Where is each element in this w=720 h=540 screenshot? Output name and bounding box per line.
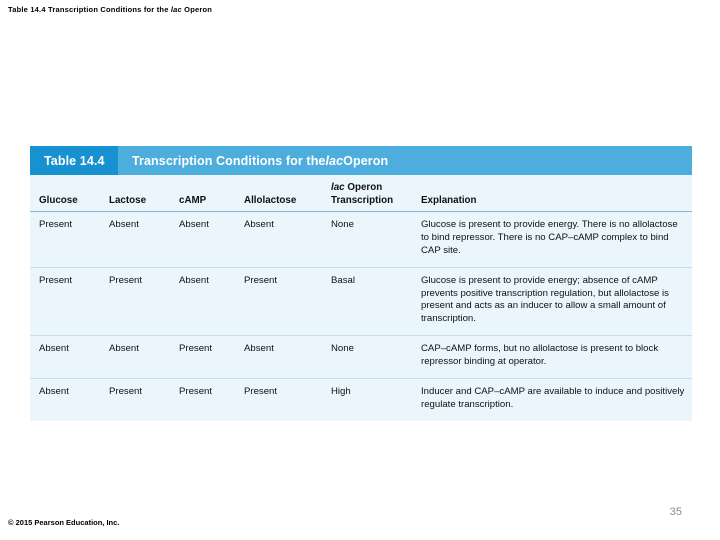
cell-explanation: Glucose is present to provide energy. There is no allolactose to bind repressor. There is no CAP–cAMP complex to bind CAP site. — [412, 212, 692, 268]
cell-glucose: Absent — [30, 336, 100, 379]
cell-lactose: Absent — [100, 212, 170, 268]
table-row — [30, 267, 692, 335]
cell-transcription: Basal — [322, 267, 412, 335]
cell-allolactose: Present — [244, 385, 278, 397]
cell-camp: Present — [170, 336, 235, 379]
cell-allolactose: Present — [235, 267, 322, 335]
table-caption-prefix: Transcription Conditions for the — [132, 153, 326, 168]
column-header-glucose: Glucose — [30, 175, 100, 212]
column-header-explanation: Explanation — [412, 175, 692, 212]
cell-explanation: Glucose is present to provide energy; absence of cAMP prevents positive transcription regulation, but allolactose is present and acts as an inducer to allow a small amount of transcription. — [412, 267, 692, 335]
table-caption — [118, 146, 692, 175]
cell-lactose: Absent — [100, 336, 170, 379]
cell-glucose: Present — [30, 212, 100, 268]
column-header-transcription-line1: Operon — [344, 182, 383, 193]
cell-camp: Present — [179, 385, 213, 397]
column-header-allolactose: Allolactose — [235, 175, 322, 212]
table-header-row — [30, 175, 692, 212]
cell-lactose: Present — [109, 385, 143, 397]
column-header-transcription-line2: Transcription — [331, 195, 394, 207]
cell-camp: Absent — [170, 212, 235, 268]
table-number-label: Table 14.4 — [30, 146, 118, 175]
table-row — [30, 336, 692, 379]
cell-transcription: None — [322, 212, 412, 268]
cell-glucose: Absent — [39, 385, 69, 397]
column-header-transcription — [322, 175, 412, 212]
slide-title-prefix: Table 14.4 Transcription Conditions for the — [8, 5, 171, 14]
page-number: 35 — [669, 506, 682, 518]
slide-title-italic: lac — [170, 5, 182, 14]
cell-allolactose: Absent — [235, 212, 322, 268]
table-header-bar — [30, 146, 692, 175]
cell-camp: Absent — [170, 267, 235, 335]
cell-transcription: High — [331, 385, 351, 397]
column-header-camp: cAMP — [170, 175, 235, 212]
copyright-notice: © 2015 Pearson Education, Inc. — [8, 518, 120, 527]
table-figure — [30, 146, 692, 421]
cell-explanation: Inducer and CAP–cAMP are available to induce and positively regulate transcription. — [421, 385, 685, 410]
cell-allolactose: Absent — [235, 336, 322, 379]
table-row — [30, 378, 692, 420]
column-header-lactose: Lactose — [100, 175, 170, 212]
slide-title — [8, 5, 212, 14]
column-header-transcription-italic: lac — [331, 182, 345, 193]
cell-transcription: None — [322, 336, 412, 379]
cell-lactose: Present — [100, 267, 170, 335]
table-caption-suffix: Operon — [343, 153, 389, 168]
cell-glucose: Present — [30, 267, 100, 335]
cell-explanation: CAP–cAMP forms, but no allolactose is present to block repressor binding at operator. — [412, 336, 692, 379]
table-caption-italic: lac — [325, 153, 344, 168]
table-row — [30, 212, 692, 268]
transcription-conditions-table — [30, 175, 692, 421]
slide-title-suffix: Operon — [181, 5, 213, 14]
